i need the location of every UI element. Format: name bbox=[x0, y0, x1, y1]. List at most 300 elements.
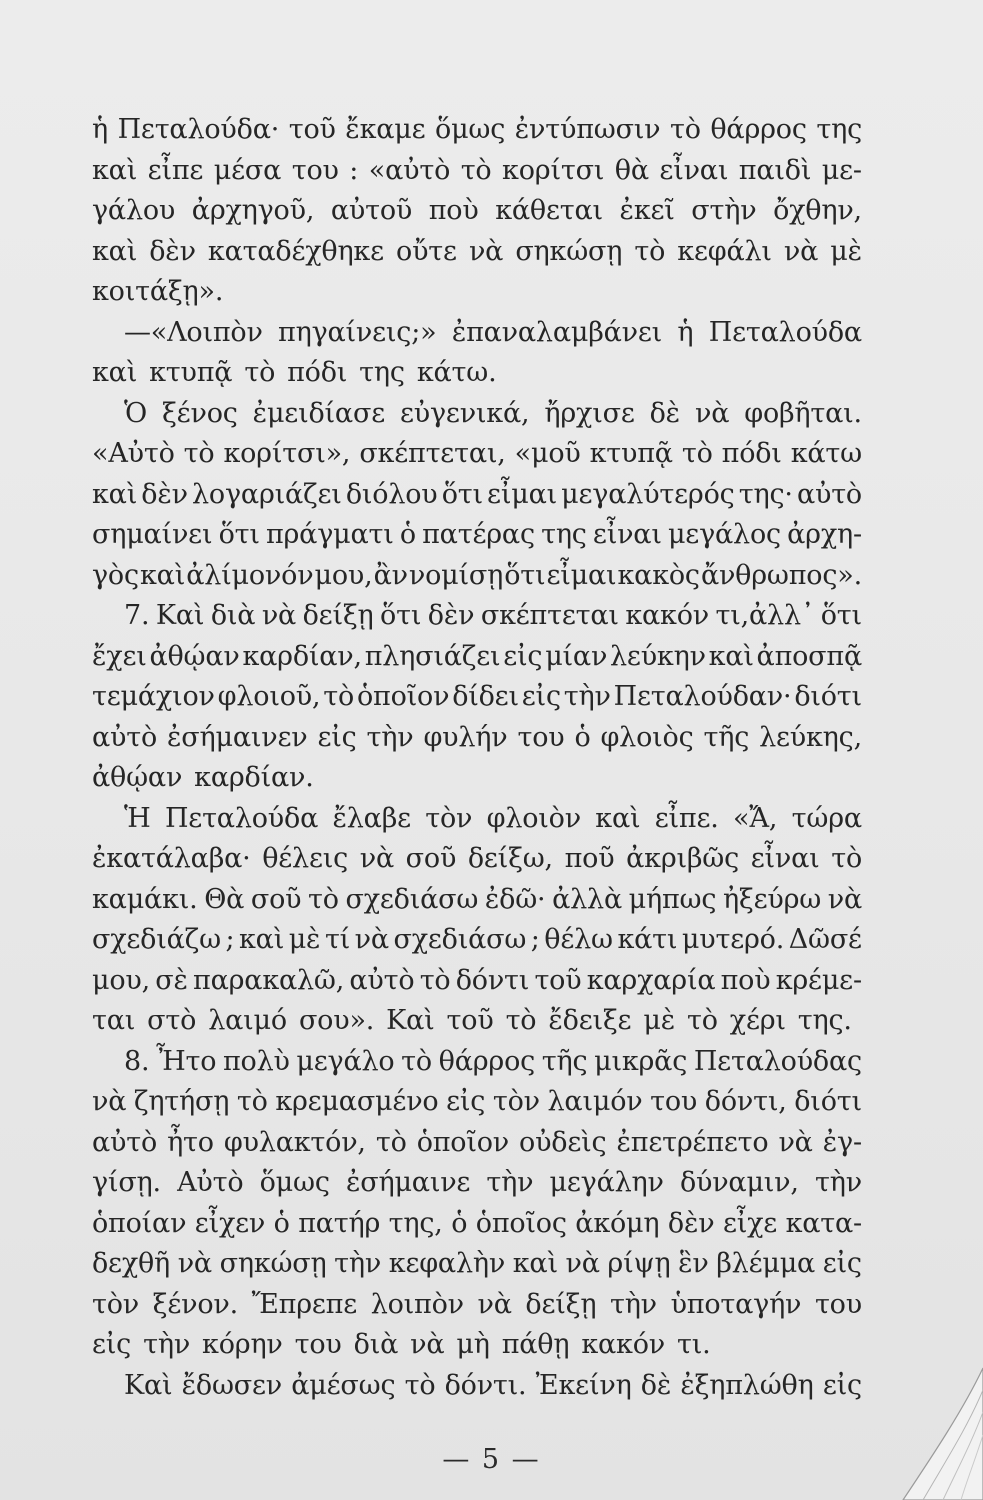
word: ποῦ bbox=[564, 843, 615, 874]
word: : bbox=[349, 154, 359, 186]
word: τὸ bbox=[375, 1126, 407, 1158]
word: 7. bbox=[124, 600, 150, 631]
word: εἰς bbox=[92, 1329, 132, 1360]
word: σηκώσῃ bbox=[219, 1248, 327, 1279]
word: ὅμως bbox=[259, 1167, 330, 1198]
word: Πεταλούδαν· bbox=[613, 681, 792, 712]
word: καὶ bbox=[92, 478, 138, 510]
word: τί bbox=[324, 924, 351, 955]
word: ὁποίαν bbox=[92, 1207, 187, 1239]
text-line bbox=[92, 596, 862, 637]
word: ἀλλὰ bbox=[552, 883, 622, 915]
word: καμάκι. bbox=[92, 883, 198, 915]
word: λαιμόν bbox=[547, 1086, 643, 1117]
word: τὸ bbox=[460, 154, 492, 186]
word: Καὶ bbox=[386, 1005, 435, 1036]
word: νὰ bbox=[783, 235, 819, 267]
word: τὸ bbox=[401, 1045, 432, 1077]
text-line bbox=[92, 1204, 862, 1245]
word: καὶ bbox=[595, 802, 641, 834]
text-line bbox=[92, 718, 862, 759]
word: τὸ bbox=[681, 438, 713, 469]
word: διόλου bbox=[345, 478, 438, 510]
word: ποὺ bbox=[720, 964, 771, 996]
word: ἐπαναλαμβάνει bbox=[451, 316, 663, 348]
word: διότι bbox=[794, 681, 862, 712]
word: τὴν bbox=[609, 1288, 657, 1320]
word: «Αὐτὸ bbox=[92, 438, 175, 469]
word: δόντι. bbox=[444, 1369, 527, 1401]
word: καρδίαν, bbox=[242, 640, 362, 672]
text-line bbox=[92, 475, 862, 516]
word: μεγαλύτερός bbox=[561, 478, 735, 510]
word: τὴν bbox=[143, 1329, 191, 1360]
word: κτυπᾷ bbox=[149, 357, 233, 388]
word: ἐκατάλαβα· bbox=[92, 843, 251, 874]
word: Δῶσέ bbox=[788, 924, 862, 955]
word: ἀθῴαν bbox=[92, 762, 183, 793]
word: κακόν bbox=[625, 600, 709, 631]
word: ἦτο bbox=[167, 1126, 214, 1158]
word: δόντι bbox=[455, 964, 530, 996]
word: εἶναι bbox=[659, 154, 729, 186]
word: χέρι bbox=[729, 1005, 786, 1036]
word: νὰ bbox=[694, 397, 730, 429]
word: Ἦτο bbox=[156, 1045, 217, 1077]
word: ἀρχηγοῦ, bbox=[191, 195, 315, 226]
word: νὰ bbox=[92, 1086, 127, 1117]
text-line bbox=[92, 799, 862, 840]
word: εἰς bbox=[503, 640, 543, 672]
word: εἶχεν bbox=[194, 1207, 266, 1239]
word: μυτερό. bbox=[681, 924, 785, 955]
text-line bbox=[92, 758, 862, 799]
word: ἡ bbox=[677, 316, 694, 348]
word: καὶ bbox=[512, 1248, 558, 1279]
word: ἔχει bbox=[92, 640, 147, 672]
word: τώρα bbox=[791, 802, 862, 834]
word: τοῦ bbox=[288, 114, 336, 145]
word: ἀθῴαν bbox=[149, 640, 240, 672]
word: δεχθῆ bbox=[92, 1248, 171, 1279]
word: κρεμασμένο bbox=[275, 1086, 439, 1117]
word: τὸν bbox=[92, 1288, 140, 1320]
word: ἐκεῖ bbox=[619, 195, 675, 226]
word: ἔκαμε bbox=[345, 114, 426, 145]
word: καὶ bbox=[92, 235, 138, 267]
word: σχεδιάζω bbox=[92, 924, 221, 955]
word: κακόν bbox=[581, 1329, 665, 1360]
word: πλησιάζει bbox=[364, 640, 501, 672]
word: κακὸς bbox=[617, 559, 700, 591]
word: τὴν bbox=[563, 681, 611, 712]
word: Πεταλούδα bbox=[708, 316, 862, 348]
word: Καὶ bbox=[124, 1369, 173, 1401]
word: Πεταλούδας bbox=[693, 1045, 862, 1077]
word: νὰ bbox=[778, 1126, 813, 1158]
word: τοῦ bbox=[446, 1005, 494, 1036]
word: εἰς bbox=[822, 1369, 862, 1401]
word: «αὐτὸ bbox=[368, 154, 451, 186]
word: τὸ bbox=[419, 964, 451, 996]
word: διὰ bbox=[210, 600, 256, 631]
word: τὸ bbox=[183, 438, 215, 469]
text-line bbox=[92, 1123, 862, 1164]
word: διὰ bbox=[353, 1329, 399, 1360]
word: ται bbox=[92, 1005, 136, 1036]
word: με- bbox=[821, 154, 862, 186]
word: θὰ bbox=[614, 154, 649, 186]
word: εἶμαι bbox=[546, 559, 617, 591]
word: στὴν bbox=[691, 195, 757, 226]
word: θέλεις bbox=[262, 843, 349, 874]
word: —«Λοιπὸν bbox=[124, 316, 263, 348]
word: μεγάλο bbox=[296, 1045, 395, 1077]
word: τὸ bbox=[308, 883, 339, 915]
word: ἄνθρωπος». bbox=[700, 559, 862, 591]
word: «Ἄ, bbox=[732, 802, 778, 834]
word: καρδίαν. bbox=[194, 762, 314, 793]
word: ἓν bbox=[678, 1248, 709, 1279]
word: μὲ bbox=[288, 924, 321, 955]
word: λοιπὸν bbox=[370, 1288, 464, 1320]
word: μικρᾶς bbox=[594, 1045, 688, 1077]
word: της bbox=[541, 519, 587, 550]
word: ἔλαβε bbox=[332, 802, 411, 834]
word: θάρρος bbox=[438, 1045, 536, 1077]
word: εἰς bbox=[317, 721, 357, 753]
word: βλέμμα bbox=[716, 1248, 816, 1279]
word: ἡ bbox=[92, 114, 108, 145]
word: εἶπε bbox=[147, 154, 204, 186]
word: αὐτὸ bbox=[92, 721, 158, 753]
word: ζητήσῃ bbox=[133, 1086, 230, 1117]
word: της bbox=[359, 357, 405, 388]
word: καρχαρία bbox=[586, 964, 716, 996]
word: κεφαλὴν bbox=[388, 1248, 506, 1279]
word: μεγάλος bbox=[667, 519, 781, 550]
word: ὁποῖον bbox=[356, 681, 450, 712]
word: ἀποσπᾷ bbox=[756, 640, 862, 672]
word: καὶ bbox=[708, 640, 754, 672]
word: νὰ bbox=[359, 843, 394, 874]
word: ἀκόμη bbox=[575, 1207, 660, 1239]
word: τῆς bbox=[541, 1045, 588, 1077]
text-line bbox=[92, 1366, 862, 1407]
word: κεφάλι bbox=[677, 235, 772, 267]
word: λεύκην bbox=[610, 640, 706, 672]
word: πατέρας bbox=[422, 519, 535, 550]
text-line bbox=[92, 272, 862, 313]
word: ὅμως bbox=[435, 114, 506, 145]
text-line bbox=[92, 1163, 862, 1204]
word: σοῦ bbox=[405, 843, 457, 874]
word: φυλήν bbox=[423, 721, 508, 753]
word: εἰς bbox=[446, 1086, 486, 1117]
word: εὐγενικά, bbox=[399, 397, 530, 429]
word: τεμάχιον bbox=[92, 681, 215, 712]
word: εἶναι bbox=[592, 519, 662, 550]
word: ἐπετρέπετο bbox=[616, 1126, 769, 1158]
text-line bbox=[92, 353, 862, 394]
word: τῆς bbox=[703, 721, 750, 753]
word: αὐτὸ bbox=[349, 964, 415, 996]
word: ὁ bbox=[574, 721, 591, 753]
word: τὸ bbox=[505, 1005, 537, 1036]
word: κάτω. bbox=[416, 357, 497, 388]
text-line bbox=[92, 434, 862, 475]
word: φλοιὸν bbox=[486, 802, 581, 834]
word: ποὺ bbox=[428, 195, 479, 226]
text-line bbox=[92, 1325, 862, 1366]
word: πάθῃ bbox=[501, 1329, 570, 1360]
word: μεγάλην bbox=[549, 1167, 664, 1198]
word: κάτι bbox=[617, 924, 678, 955]
word: δόντι, bbox=[704, 1086, 787, 1117]
word: κρέμε- bbox=[775, 964, 862, 996]
word: ὑποταγήν bbox=[670, 1288, 802, 1320]
word: ἀκριβῶς bbox=[626, 843, 740, 874]
word: Θὰ bbox=[204, 883, 245, 915]
word: τὸ bbox=[634, 235, 666, 267]
word: νὰ bbox=[177, 1248, 212, 1279]
word: Καὶ bbox=[155, 600, 205, 631]
word: διότι bbox=[794, 1086, 862, 1117]
word: στὸ bbox=[147, 1005, 197, 1036]
word: ἀρχη- bbox=[787, 519, 862, 550]
word: σου». bbox=[298, 1005, 375, 1036]
text-line bbox=[92, 313, 862, 354]
word: φοβῆται. bbox=[744, 397, 862, 429]
word: πατήρ bbox=[298, 1207, 381, 1239]
word: μου, bbox=[314, 559, 373, 591]
word: τὴν bbox=[334, 1248, 382, 1279]
body-text bbox=[92, 110, 862, 1406]
word: της. bbox=[797, 1005, 852, 1036]
word: εἰς bbox=[521, 681, 561, 712]
word: ὅτι bbox=[380, 600, 422, 631]
word: ἠξεύρω bbox=[722, 883, 822, 915]
text-line bbox=[92, 1082, 862, 1123]
word: μήπως bbox=[628, 883, 717, 915]
text-line bbox=[92, 151, 862, 192]
text-line bbox=[92, 556, 862, 597]
word: γάλου bbox=[92, 195, 176, 226]
word: τὸ bbox=[236, 1086, 268, 1117]
word: κτυπᾷ bbox=[589, 438, 673, 469]
text-line bbox=[92, 1001, 862, 1042]
word: ; bbox=[530, 924, 540, 955]
word: κατα- bbox=[785, 1207, 862, 1239]
word: θέλω bbox=[544, 924, 613, 955]
word: νὰ bbox=[477, 1288, 512, 1320]
word: ὁ bbox=[451, 1207, 468, 1239]
word: ; bbox=[225, 924, 235, 955]
word: μὲ bbox=[643, 1005, 675, 1036]
word: ξένον. bbox=[152, 1288, 238, 1320]
word: Ἔπρεπε bbox=[251, 1288, 358, 1320]
word: εἶχε bbox=[722, 1207, 778, 1239]
word: Πεταλούδα bbox=[164, 802, 319, 834]
word: του bbox=[517, 721, 565, 753]
word: δείξῃ bbox=[525, 1288, 597, 1320]
word: ρίψῃ bbox=[607, 1248, 671, 1279]
word: δὲν bbox=[667, 1207, 715, 1239]
word: ἂν bbox=[373, 559, 408, 591]
word: ὅτι bbox=[504, 559, 546, 591]
word: φλοιοῦ, bbox=[217, 681, 321, 712]
word: καὶ bbox=[92, 154, 138, 186]
word: πόδι bbox=[721, 438, 782, 469]
word: Πεταλούδα· bbox=[117, 114, 280, 145]
word: τὴν bbox=[486, 1167, 534, 1198]
text-line bbox=[92, 637, 862, 678]
text-line bbox=[92, 191, 862, 232]
word: ὁ bbox=[399, 519, 416, 550]
word: Αὐτὸ bbox=[177, 1167, 244, 1198]
word: κορίτσι», bbox=[223, 438, 351, 469]
word: ἐντύπωσιν bbox=[514, 114, 661, 145]
word: λογαριάζει bbox=[192, 478, 342, 510]
text-line bbox=[92, 677, 862, 718]
word: νὰ bbox=[827, 883, 862, 915]
word: κάθεται bbox=[495, 195, 603, 226]
word: δὲν bbox=[149, 235, 196, 267]
word: της, bbox=[388, 1207, 443, 1239]
text-line bbox=[92, 394, 862, 435]
word: νὰ bbox=[565, 1248, 600, 1279]
word: πολὺ bbox=[222, 1045, 290, 1077]
word: πηγαίνεις;» bbox=[278, 316, 437, 348]
word: 8. bbox=[124, 1045, 150, 1077]
word: μου, bbox=[92, 964, 150, 996]
word: κοιτάξῃ». bbox=[92, 276, 224, 307]
word: εἶμαι bbox=[487, 478, 557, 510]
text-line bbox=[92, 880, 862, 921]
word: του bbox=[650, 1086, 698, 1117]
word: μέσα bbox=[213, 154, 282, 186]
word: δίδει bbox=[452, 681, 519, 712]
word: εἰς bbox=[822, 1248, 862, 1279]
word: τοῦ bbox=[534, 964, 582, 996]
text-line bbox=[92, 839, 862, 880]
word: ὁ bbox=[273, 1207, 290, 1239]
word: σημαίνει bbox=[92, 519, 213, 550]
word: εἶναι bbox=[750, 843, 820, 874]
page-number: — 5 — bbox=[442, 1444, 541, 1475]
word: νὰ bbox=[468, 235, 504, 267]
word: τὸ bbox=[669, 114, 701, 145]
word: ἐδῶ· bbox=[484, 883, 546, 915]
word: ὁποῖος bbox=[475, 1207, 567, 1239]
word: ἤρχισε bbox=[544, 397, 635, 429]
word: ὅτι bbox=[441, 478, 483, 510]
word: ὅτι bbox=[218, 519, 260, 550]
word: ὄχθην, bbox=[773, 195, 862, 226]
word: αὐτοῦ bbox=[330, 195, 413, 226]
text-line bbox=[92, 1042, 862, 1083]
word: Ἐκείνη bbox=[535, 1369, 632, 1401]
word: ἐξηπλώθη bbox=[680, 1369, 814, 1401]
word: παιδὶ bbox=[738, 154, 812, 186]
word: ἀλίμονόν bbox=[186, 559, 314, 591]
word: δύναμιν, bbox=[679, 1167, 799, 1198]
word: οὔτε bbox=[396, 235, 457, 267]
text-line bbox=[92, 920, 862, 961]
word: πόδι bbox=[287, 357, 348, 388]
word: καὶ bbox=[92, 357, 138, 388]
word: τὴν bbox=[814, 1167, 862, 1198]
word: μὴ bbox=[456, 1329, 490, 1360]
word: φυλακτόν, bbox=[223, 1126, 366, 1158]
word: γὸς bbox=[92, 559, 139, 591]
text-line bbox=[92, 232, 862, 273]
word: του bbox=[294, 1329, 342, 1360]
word: τι,ἀλλ᾿ bbox=[715, 600, 815, 631]
word: πράγματι bbox=[265, 519, 394, 550]
word: τὸ bbox=[323, 681, 355, 712]
word: λαιμό bbox=[208, 1005, 287, 1036]
word: τὸ bbox=[686, 1005, 718, 1036]
word: δὲν bbox=[427, 600, 475, 631]
word: ὁποῖον bbox=[416, 1126, 509, 1158]
word: δὲν bbox=[141, 478, 188, 510]
word: σχεδιάσω bbox=[345, 883, 479, 915]
word: ἐγ- bbox=[822, 1126, 862, 1158]
word: γίσῃ. bbox=[92, 1167, 161, 1198]
word: θάρρος bbox=[710, 114, 807, 145]
word: της bbox=[816, 114, 862, 145]
word: δὲ bbox=[649, 397, 680, 429]
word: τὸν bbox=[425, 802, 473, 834]
text-line bbox=[92, 110, 862, 151]
word: ἔδειξε bbox=[548, 1005, 632, 1036]
word: νομίσῃ bbox=[408, 559, 504, 591]
word: δείξω, bbox=[467, 843, 553, 874]
word: ἐμειδίασε bbox=[252, 397, 385, 429]
text-line bbox=[92, 1285, 862, 1326]
word: μίαν bbox=[545, 640, 608, 672]
word: ἀμέσως bbox=[291, 1369, 396, 1401]
word: κάτω bbox=[790, 438, 862, 469]
word: σοῦ bbox=[250, 883, 302, 915]
word: τὸ bbox=[244, 357, 276, 388]
word: τὸ bbox=[404, 1369, 436, 1401]
word: του bbox=[814, 1288, 862, 1320]
text-line bbox=[92, 1244, 862, 1285]
word: εἶπε. bbox=[654, 802, 719, 834]
word: ἐσήμαινεν bbox=[167, 721, 308, 753]
word: σκέπτεται, bbox=[359, 438, 506, 469]
word: κορίτσι bbox=[502, 154, 605, 186]
page-corner-curl bbox=[863, 1350, 983, 1500]
word: καταδέχθηκε bbox=[207, 235, 384, 267]
word: αὐτὸ bbox=[92, 1126, 158, 1158]
word: σηκώσῃ bbox=[515, 235, 623, 267]
text-line bbox=[92, 961, 862, 1002]
word: νὰ bbox=[354, 924, 389, 955]
word: λεύκης, bbox=[759, 721, 862, 753]
word: του bbox=[291, 154, 339, 186]
word: καὶ bbox=[140, 559, 186, 591]
word: νὰ bbox=[410, 1329, 445, 1360]
word: τι. bbox=[677, 1329, 711, 1360]
text-line bbox=[92, 515, 862, 556]
word: τὴν bbox=[366, 721, 414, 753]
word: «μοῦ bbox=[514, 438, 581, 469]
word: νὰ bbox=[261, 600, 297, 631]
word: μὲ bbox=[830, 235, 862, 267]
